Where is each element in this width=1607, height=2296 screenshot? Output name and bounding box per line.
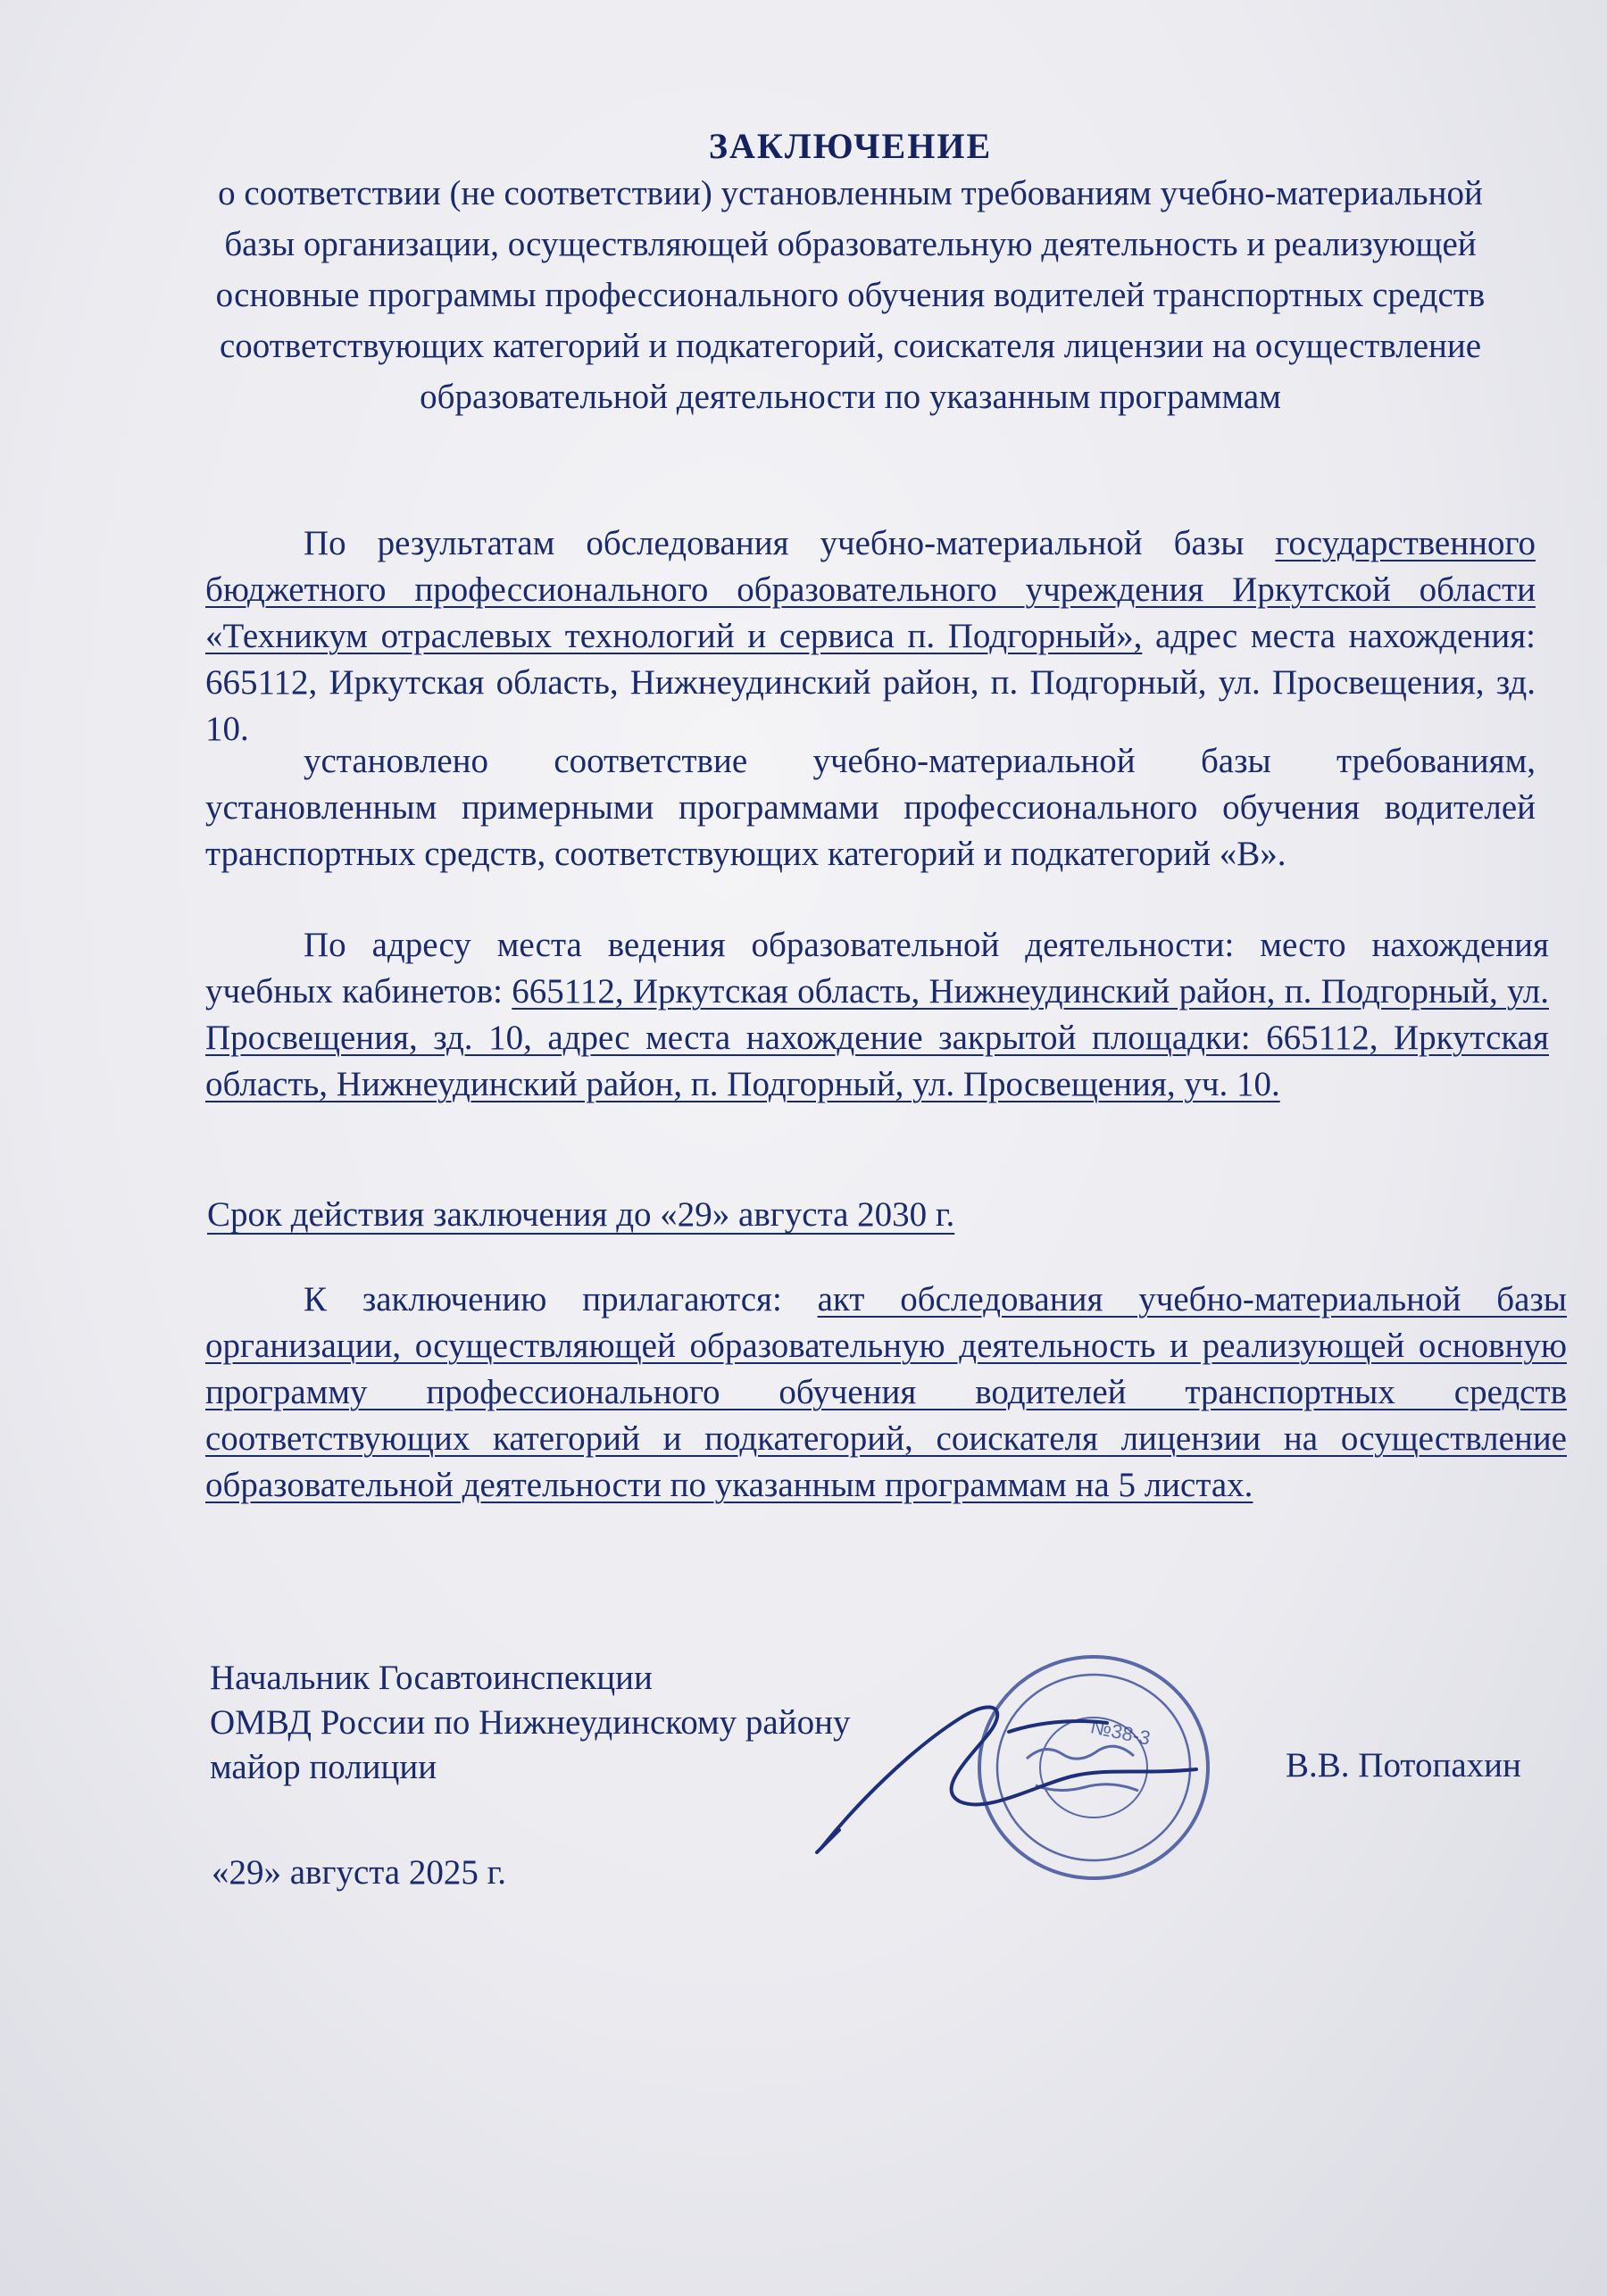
paragraph-compliance: установлено соответствие учебно-материальной базы требованиям, установленным примерными программами профессионального обучения водителей транспортных средств, соответствующих категорий и подкатегорий «В». xyxy=(205,742,1536,873)
attachment-description: акт обследования учебно-материальной базы организации, осуществляющей образовательную деятельность и реализующей основную программу профессионального обучения водителей транспортных средств соответствующих категорий и подкатегорий, соискателя лицензии на осуществление образовательной деятельности по указанным программам на 5 листах. xyxy=(205,1280,1568,1504)
p1-address: адрес места нахождения: 665112, Иркутская область, Нижнеудинский район, п. Подгорный, ул. Просвещения, зд. 10. xyxy=(205,617,1536,748)
signatory-rank: майор полиции xyxy=(210,1748,437,1786)
p5-lead: К заключению прилагаются: xyxy=(304,1280,818,1319)
signatory-name: В.В. Потопахин xyxy=(1286,1746,1521,1784)
signatory-department: ОМВД России по Нижнеудинскому району xyxy=(210,1703,851,1742)
signatory-block xyxy=(210,1656,850,1790)
paragraph-activity-address xyxy=(205,922,1549,1108)
activity-address: 665112, Иркутская область, Нижнеудинский район, п. Подгорный, ул. Просвещения, зд. 10, адрес места нахождение закрытой площадки: 665112, Иркутская область, Нижнеудинский район, п. Подгорный, ул. Просвещения, уч. 10. xyxy=(205,972,1549,1103)
paragraph-inspection-results xyxy=(205,520,1536,753)
document-date: «29» августа 2025 г. xyxy=(212,1853,506,1892)
stamp-number: №38-3 xyxy=(1088,1715,1153,1750)
handwritten-signature xyxy=(804,1669,1223,1866)
document-title: ЗАКЛЮЧЕНИЕ xyxy=(708,126,993,166)
validity-period: Срок действия заключения до «29» августа 2030 г. xyxy=(207,1195,955,1234)
document-subtitle: о соответствии (не соответствии) установленным требованиям учебно-материальной базы организации, осуществляющей образовательную деятельность и реализующей основные программы профессионального обучения водителей транспортных средств соответствующих категорий и подкатегорий, соискателя лицензии на осуществление образовательной деятельности по указанным программам xyxy=(215,174,1486,416)
signatory-position: Начальник Госавтоинспекции xyxy=(210,1659,653,1697)
p1-lead: По результатам обследования учебно-материальной базы xyxy=(304,524,1276,562)
p3-lead: По адресу места ведения образовательной деятельности: место нахождения учебных кабинетов: xyxy=(205,926,1549,1011)
paragraph-attachments xyxy=(205,1277,1567,1509)
organization-name: государственного бюджетного профессионального образовательного учреждения Иркутской области «Техникум отраслевых технологий и сервиса п. Подгорный», xyxy=(205,524,1536,655)
